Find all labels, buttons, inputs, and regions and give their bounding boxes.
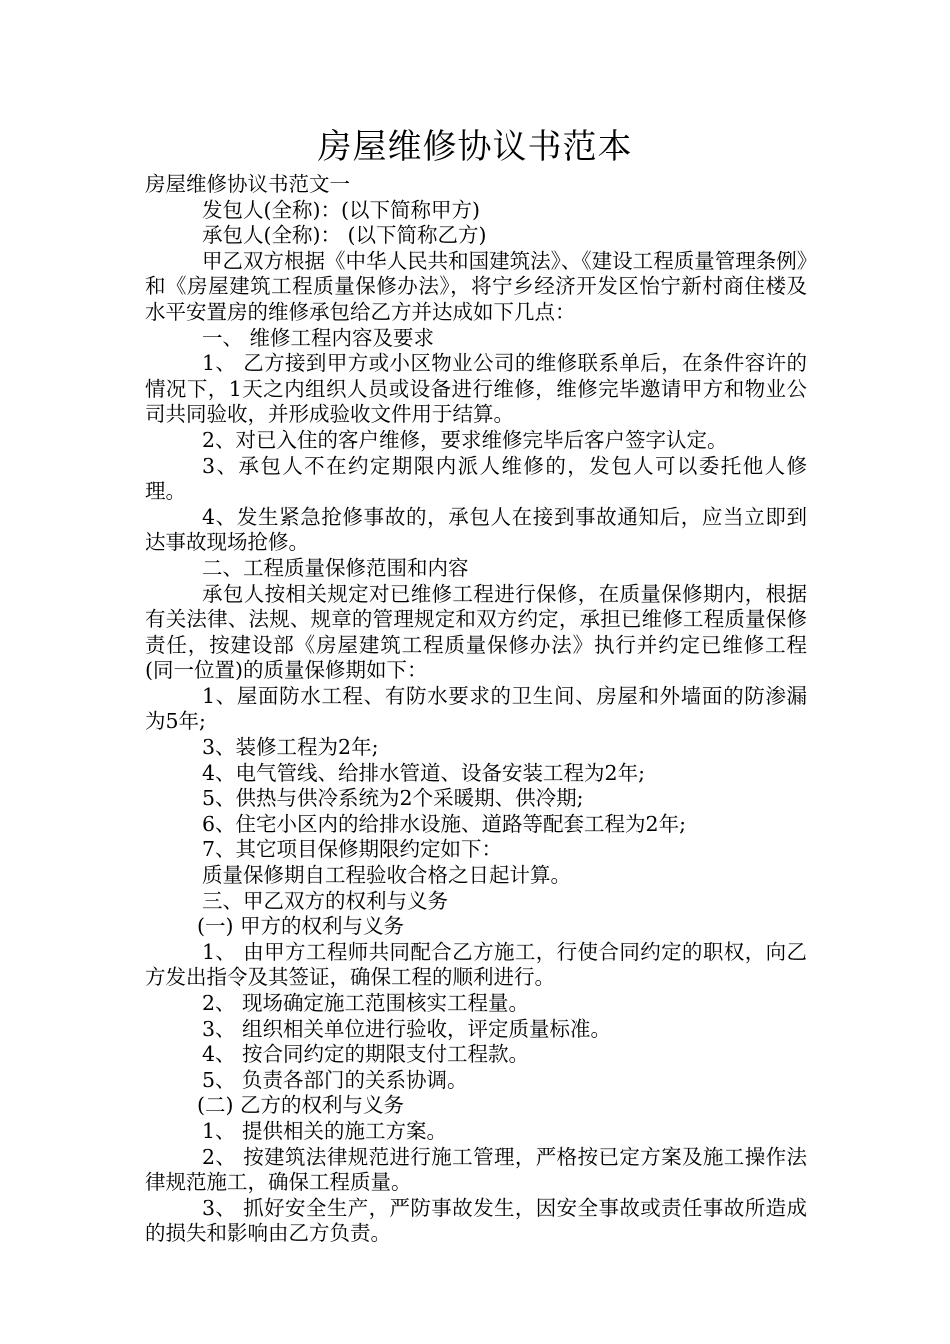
subsection-heading-a: (一) 甲方的权利与义务	[197, 914, 405, 939]
paragraph-preamble: 甲乙双方根据《中华人民共和国建筑法》、《建设工程质量管理条例》和《房屋建筑工程质量保修办法》，将宁乡经济开发区怡宁新村商住楼及水平安置房的维修承包给乙方并达成如下几点：	[145, 248, 807, 324]
paragraph-item: 4、电气管线、给排水管道、设备安装工程为2年;	[202, 760, 645, 785]
paragraph-warranty-intro: 承包人按相关规定对已维修工程进行保修，在质量保修期内，根据有关法律、法规、规章的管理规定和双方约定，承担已维修工程质量保修责任，按建设部《房屋建筑工程质量保修办法》执行并约定已维修工程(同一位置)的质量保修期如下：	[145, 581, 807, 683]
paragraph-item: 4、 按合同约定的期限支付工程款。	[202, 1042, 530, 1067]
paragraph-item: 3、 抓好安全生产，严防事故发生，因安全事故或责任事故所造成的损失和影响由乙方负责。	[145, 1195, 807, 1246]
paragraph-item: 1、 提供相关的施工方案。	[202, 1118, 448, 1143]
paragraph-item: 2、 现场确定施工范围核实工程量。	[202, 991, 530, 1015]
paragraph-item: 3、装修工程为2年;	[202, 735, 379, 760]
section-heading-2: 二、工程质量保修范围和内容	[202, 555, 469, 580]
paragraph-item: 2、 按建筑法律规范进行施工管理，严格按已定方案及施工操作法律规范施工，确保工程质量。	[145, 1144, 807, 1195]
paragraph-item: 质量保修期自工程验收合格之日起计算。	[202, 863, 571, 888]
paragraph-employer: 发包人(全称)：(以下简称甲方)	[202, 197, 480, 222]
document-title: 房屋维修协议书范本	[317, 127, 633, 167]
paragraph-item: 7、其它项目保修期限约定如下：	[202, 837, 503, 862]
paragraph-item: 4、发生紧急抢修事故的，承包人在接到事故通知后，应当立即到达事故现场抢修。	[145, 504, 807, 555]
paragraph-item: 1、屋面防水工程、有防水要求的卫生间、房屋和外墙面的防渗漏为5年;	[145, 683, 807, 734]
section-heading-1: 一、 维修工程内容及要求	[202, 325, 435, 350]
paragraph-contractor: 承包人(全称)： (以下简称乙方)	[202, 223, 487, 248]
paragraph-item: 5、 负责各部门的关系协调。	[202, 1067, 468, 1092]
paragraph-item: 1、 乙方接到甲方或小区物业公司的维修联系单后，在条件容许的情况下，1天之内组织人员或设备进行维修，维修完毕邀请甲方和物业公司共同验收，并形成验收文件用于结算。	[145, 351, 807, 427]
paragraph-item: 5、供热与供冷系统为2个采暖期、供冷期;	[202, 786, 584, 811]
section-heading-3: 三、甲乙双方的权利与义务	[202, 888, 448, 913]
subsection-heading-b: (二) 乙方的权利与义务	[197, 1093, 405, 1118]
paragraph-item: 3、 组织相关单位进行验收，评定质量标准。	[202, 1016, 612, 1041]
document-body	[145, 172, 807, 1247]
paragraph-item: 1、 由甲方工程师共同配合乙方施工，行使合同约定的职权，向乙方发出指令及其签证，确保工程的顺利进行。	[145, 939, 807, 990]
paragraph-subtitle: 房屋维修协议书范文一	[145, 172, 350, 196]
paragraph-item: 6、住宅小区内的给排水设施、道路等配套工程为2年;	[202, 811, 686, 836]
paragraph-item: 2、对已入住的客户维修，要求维修完毕后客户签字认定。	[202, 427, 728, 452]
paragraph-item: 3、承包人不在约定期限内派人维修的，发包人可以委托他人修理。	[145, 453, 807, 504]
